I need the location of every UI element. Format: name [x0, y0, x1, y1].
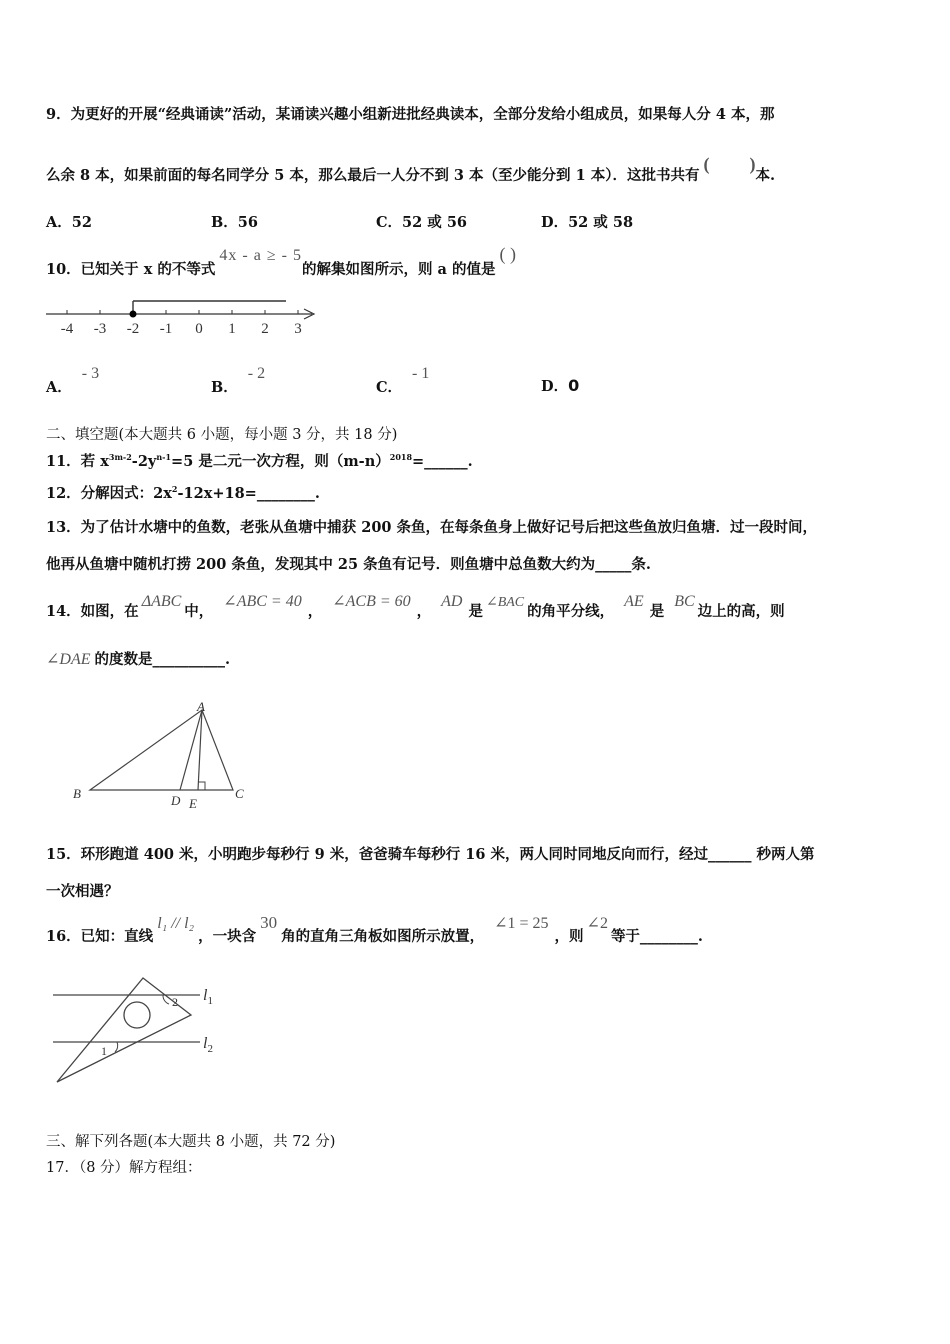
- q14-t5: 是: [468, 603, 483, 620]
- q16-t1: 16．已知：直线: [46, 928, 154, 945]
- q9-option-c: C．52 或 56: [376, 214, 467, 231]
- q14-stem-line2: [46, 648, 230, 669]
- q16-t3: 角的直角三角板如图所示放置，: [281, 928, 485, 945]
- q14-triangle-figure: [70, 695, 260, 820]
- q11-d: =______.: [412, 453, 473, 470]
- q10-text-b: 的解集如图所示，则 a 的值是: [301, 261, 496, 278]
- number-line-tick-label: -1: [159, 321, 173, 337]
- q14-t7: 是: [649, 603, 665, 620]
- q11: [46, 450, 473, 471]
- section2-heading: 二、填空题(本大题共 6 小题，每小题 3 分，共 18 分): [46, 427, 398, 443]
- q16-angle-1: ∠1 = 25: [494, 915, 549, 932]
- q12-b: -12x+18=________.: [177, 485, 320, 502]
- number-line-tick-label: 2: [261, 321, 269, 337]
- q10-number-line: [40, 292, 330, 342]
- q14-segment-ae: AE: [624, 593, 644, 610]
- number-line-tick-label: -3: [93, 321, 107, 337]
- l1-label: [203, 987, 213, 1007]
- q11-b: -2y: [131, 453, 157, 470]
- q9-line1: 9．为更好的开展“经典诵读”活动，某诵读兴趣小组新进批经典读本，全部分发给小组成员，如果每人分 4 本，那: [46, 106, 775, 123]
- q14-angle-dae: ∠DAE: [46, 651, 91, 668]
- q14-angle-bac: ∠BAC: [485, 595, 525, 610]
- q14-t2: 中，: [184, 603, 214, 620]
- q10-option-a-label: A．: [46, 379, 72, 396]
- q13-line1: 13．为了估计水塘中的鱼数，老张从鱼塘中捕获 200 条鱼，在每条鱼身上做好记号后把这些鱼放归鱼塘．过一段时间，: [46, 519, 818, 536]
- label-d: D: [171, 793, 181, 808]
- number-line-tick-label: -4: [60, 321, 74, 337]
- q9-option-b: B．56: [211, 214, 258, 231]
- q16-parallel-lines: l₁ // l₂: [157, 915, 195, 932]
- q9-line2: [46, 154, 776, 185]
- l2-letter: l: [203, 1035, 208, 1052]
- q10-option-a-value: - 3: [81, 365, 100, 382]
- q14-t1: 14．如图，在: [46, 603, 139, 620]
- q9-paren-right: ): [749, 154, 756, 174]
- q14-angle-abc: ∠ABC = 40: [223, 593, 302, 610]
- q9-option-a: A．52: [46, 214, 92, 231]
- q16-figure: [45, 975, 235, 1090]
- q11-exp1: 3m-2: [108, 452, 132, 463]
- l2-subscript: 2: [207, 1043, 213, 1055]
- q15-line2: 一次相遇？: [46, 883, 119, 900]
- q12: [46, 482, 320, 503]
- q10-option-b-label: B．: [211, 379, 238, 396]
- q9-option-d: D．52 或 58: [541, 214, 634, 231]
- q11-c: =5 是二元一次方程，则（m-n）: [171, 453, 390, 470]
- l1-letter: l: [203, 987, 208, 1004]
- solution-endpoint-dot: [130, 311, 137, 318]
- q11-exp2: n-1: [156, 452, 172, 463]
- q16-t5: 等于________.: [610, 928, 703, 945]
- angle-2-label: 2: [172, 995, 178, 1009]
- q14-segment-bc: BC: [674, 593, 695, 610]
- label-c: C: [235, 786, 244, 801]
- q10-option-c-label: C．: [376, 379, 403, 396]
- number-line-tick-label: 3: [294, 321, 302, 337]
- q10-option-c: [376, 362, 430, 396]
- number-line-tick-label: -2: [126, 321, 140, 337]
- q12-a: 12．分解因式：2x: [46, 485, 172, 502]
- right-angle-mark: [198, 782, 205, 790]
- q14-angle-acb: ∠ACB = 60: [332, 593, 411, 610]
- section3-heading: 三、解下列各题(本大题共 8 小题，共 72 分): [46, 1134, 336, 1150]
- q9-paren-left: (: [703, 154, 710, 174]
- q11-exp3: 2018: [389, 452, 413, 463]
- l1-subscript: 1: [207, 995, 213, 1007]
- angle-1-label: 1: [101, 1044, 107, 1058]
- ruler-hole: [124, 1002, 150, 1028]
- q16-t2: ，一块含: [198, 928, 257, 945]
- l2-label: [203, 1035, 213, 1055]
- q10-option-d: [541, 375, 579, 396]
- q14-t3: ，: [307, 603, 323, 620]
- q14-triangle-abc: ΔABC: [141, 593, 182, 610]
- q13-line2: 他再从鱼塘中随机打捞 200 条鱼，发现其中 25 条鱼有记号．则鱼塘中总鱼数大约为_____条.: [46, 556, 651, 573]
- q17: 17．（8 分）解方程组：: [46, 1160, 202, 1176]
- q16-stem: [46, 912, 703, 945]
- q16-angle-30: 30: [260, 913, 278, 932]
- q10-stem: [46, 244, 516, 278]
- q16-t4: ，则: [554, 928, 584, 945]
- q10-option-b-value: - 2: [247, 365, 266, 382]
- number-line-tick-label: 0: [195, 321, 203, 337]
- q10-option-b: [211, 362, 266, 396]
- q14-t4: ，: [416, 603, 432, 620]
- angle-1-arc: [115, 1042, 118, 1052]
- q10-option-d-value: 0: [568, 376, 580, 395]
- q12-exp: 2: [171, 484, 178, 495]
- triangle-ruler: [57, 978, 191, 1082]
- q14-t6: 的角平分线，: [527, 603, 615, 620]
- q16-angle-2: ∠2: [586, 915, 608, 932]
- q9-line2-text: 么余 8 本，如果前面的每名同学分 5 本，那么最后一人分不到 3 本（至少能分到 1 本）．这批书共有: [46, 167, 700, 184]
- label-b: B: [73, 786, 81, 801]
- q10-text-a: 10．已知关于 x 的不等式: [46, 261, 216, 278]
- q11-a: 11．若 x: [46, 453, 109, 470]
- q10-paren: ( ): [499, 244, 516, 264]
- q14-stem: [46, 590, 785, 620]
- number-line-tick-label: 1: [228, 321, 236, 337]
- q10-inequality: 4x - a ≥ - 5: [219, 247, 302, 264]
- q14-segment-ad: AD: [441, 593, 463, 610]
- q10-option-d-label: D．: [541, 378, 569, 395]
- q14-t8: 边上的高，则: [697, 603, 785, 620]
- q10-option-c-value: - 1: [412, 365, 430, 382]
- q9-line2-end: 本.: [755, 167, 776, 184]
- q10-option-a: [46, 362, 100, 396]
- q15-line1: 15．环形跑道 400 米，小明跑步每秒行 9 米，爸爸骑车每秒行 16 米，两人同时同地反向而行，经过______ 秒两人第: [46, 846, 815, 863]
- triangle-abc: [90, 710, 233, 790]
- label-e: E: [189, 796, 197, 811]
- q14-t9: 的度数是__________.: [94, 651, 231, 668]
- label-a: A: [197, 699, 205, 714]
